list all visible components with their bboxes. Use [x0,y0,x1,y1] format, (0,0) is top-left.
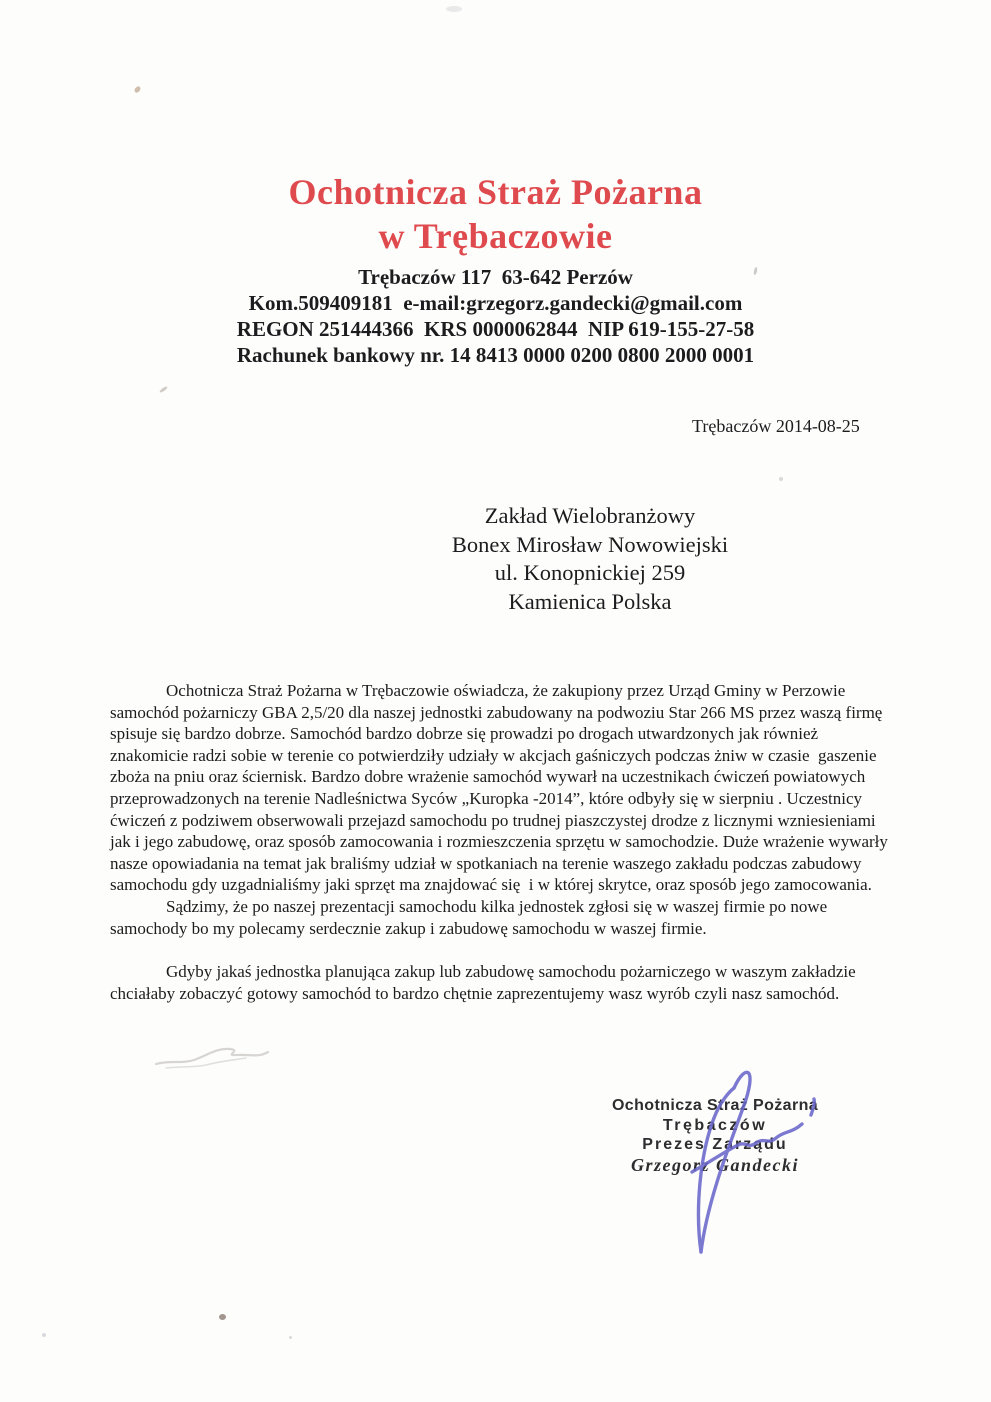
body-paragraph-3: Gdyby jakaś jednostka planująca zakup lub zabudowę samochodu pożarniczego w waszym zakładzie chciałaby zobaczyć gotowy samochód to bardzo chętnie zaprezentujemy wasz wyrób czyli nasz samochód. [110,962,860,1003]
stamp-org-name: Ochotnicza Straż Pożarna [611,1097,819,1114]
letterhead-address-block [0,265,991,368]
stamp-town: Trębaczów [662,1116,768,1134]
scan-speck [219,1314,226,1320]
org-registry-numbers: REGON 251444366 KRS 0000062844 NIP 619-155-27-58 [236,317,755,341]
scan-speck [289,1336,292,1339]
body-paragraph-2: Sądzimy, że po naszej prezentacji samochodu kilka jednostek zgłosi się w waszej firmie po nowe samochody bo my polecamy serdecznie zakup i zabudowę samochodu w waszej firmie. [110,896,832,938]
scan-speck [159,386,168,394]
recipient-company: Zakład Wielobranżowy [484,503,696,528]
recipient-address-block [400,502,780,616]
recipient-street: ul. Konopnickiej 259 [494,560,686,585]
recipient-city: Kamienica Polska [508,588,672,614]
scan-speck [133,85,141,94]
handwritten-signature [612,1052,852,1282]
org-bank-account: Rachunek bankowy nr. 14 8413 0000 0200 0800 2000 0001 [236,343,755,367]
letter-body [110,680,893,1004]
place-and-date: Trębaczów 2014-08-25 [692,416,860,436]
letterhead [0,170,991,368]
recipient-name: Bonex Mirosław Nowowiejski [451,531,729,557]
pencil-scribble-mark [152,1040,282,1074]
scan-speck [42,1333,46,1337]
scan-speck [779,477,783,481]
body-paragraph-1: Ochotnicza Straż Pożarna w Trębaczowie oświadcza, że zakupiony przez Urząd Gminy w Perzowie samochód pożarniczy GBA 2,5/20 dla naszej jednostki zabudowany na podwoziu Star 266 MS przez waszą firmę spisuje się bardzo dobrze. Samochód bardzo dobrze się prowadzi po drogach utwardzonych jak również znakomicie radzi sobie w terenie co potwierdziły udziały w akcjach gaśniczych podczas żniw w czasie gaszenie zboża na pniu oraz ściernisk. Bardzo dobre wrażenie samochód wywarł na uczestnikach ćwiczeń powiatowych przeprowadzonych na terenie Nadleśnictwa Syców „Kuropka -2014”, które odbyły się w sierpniu . Uczestnicy ćwiczeń z podziwem obserwowali przejazd samochodu po trudnej piaszczystej drodze z licznymi wzniesieniami jak i jego zabudowę, oraz sposób zamocowania i rozmieszczenia sprzętu w samochodzie. Duże wrażenie wywarły nasze opowiadania na temat jak braliśmy udział w spotkaniach na terenie waszego zakładu podczas zabudowy samochodu gdy uzgadnialiśmy jaki sprzęt ma znajdować się i w której skrytce, oraz sposób jego zamocowania. [110,681,893,895]
org-phone-email: Kom.509409181 e-mail:grzegorz.gandecki@gmail.com [248,291,743,315]
stamp-president-name: Grzegorz Gandecki [631,1154,799,1175]
stamp-role: Prezes Zarządu [642,1136,788,1153]
org-address: Trębaczów 117 63-642 Perzów [358,265,633,289]
scan-speck [446,6,462,12]
org-title-line1: Ochotnicza Straż Pożarna [288,172,703,212]
org-title-line2: w Trębaczowie [378,216,613,256]
